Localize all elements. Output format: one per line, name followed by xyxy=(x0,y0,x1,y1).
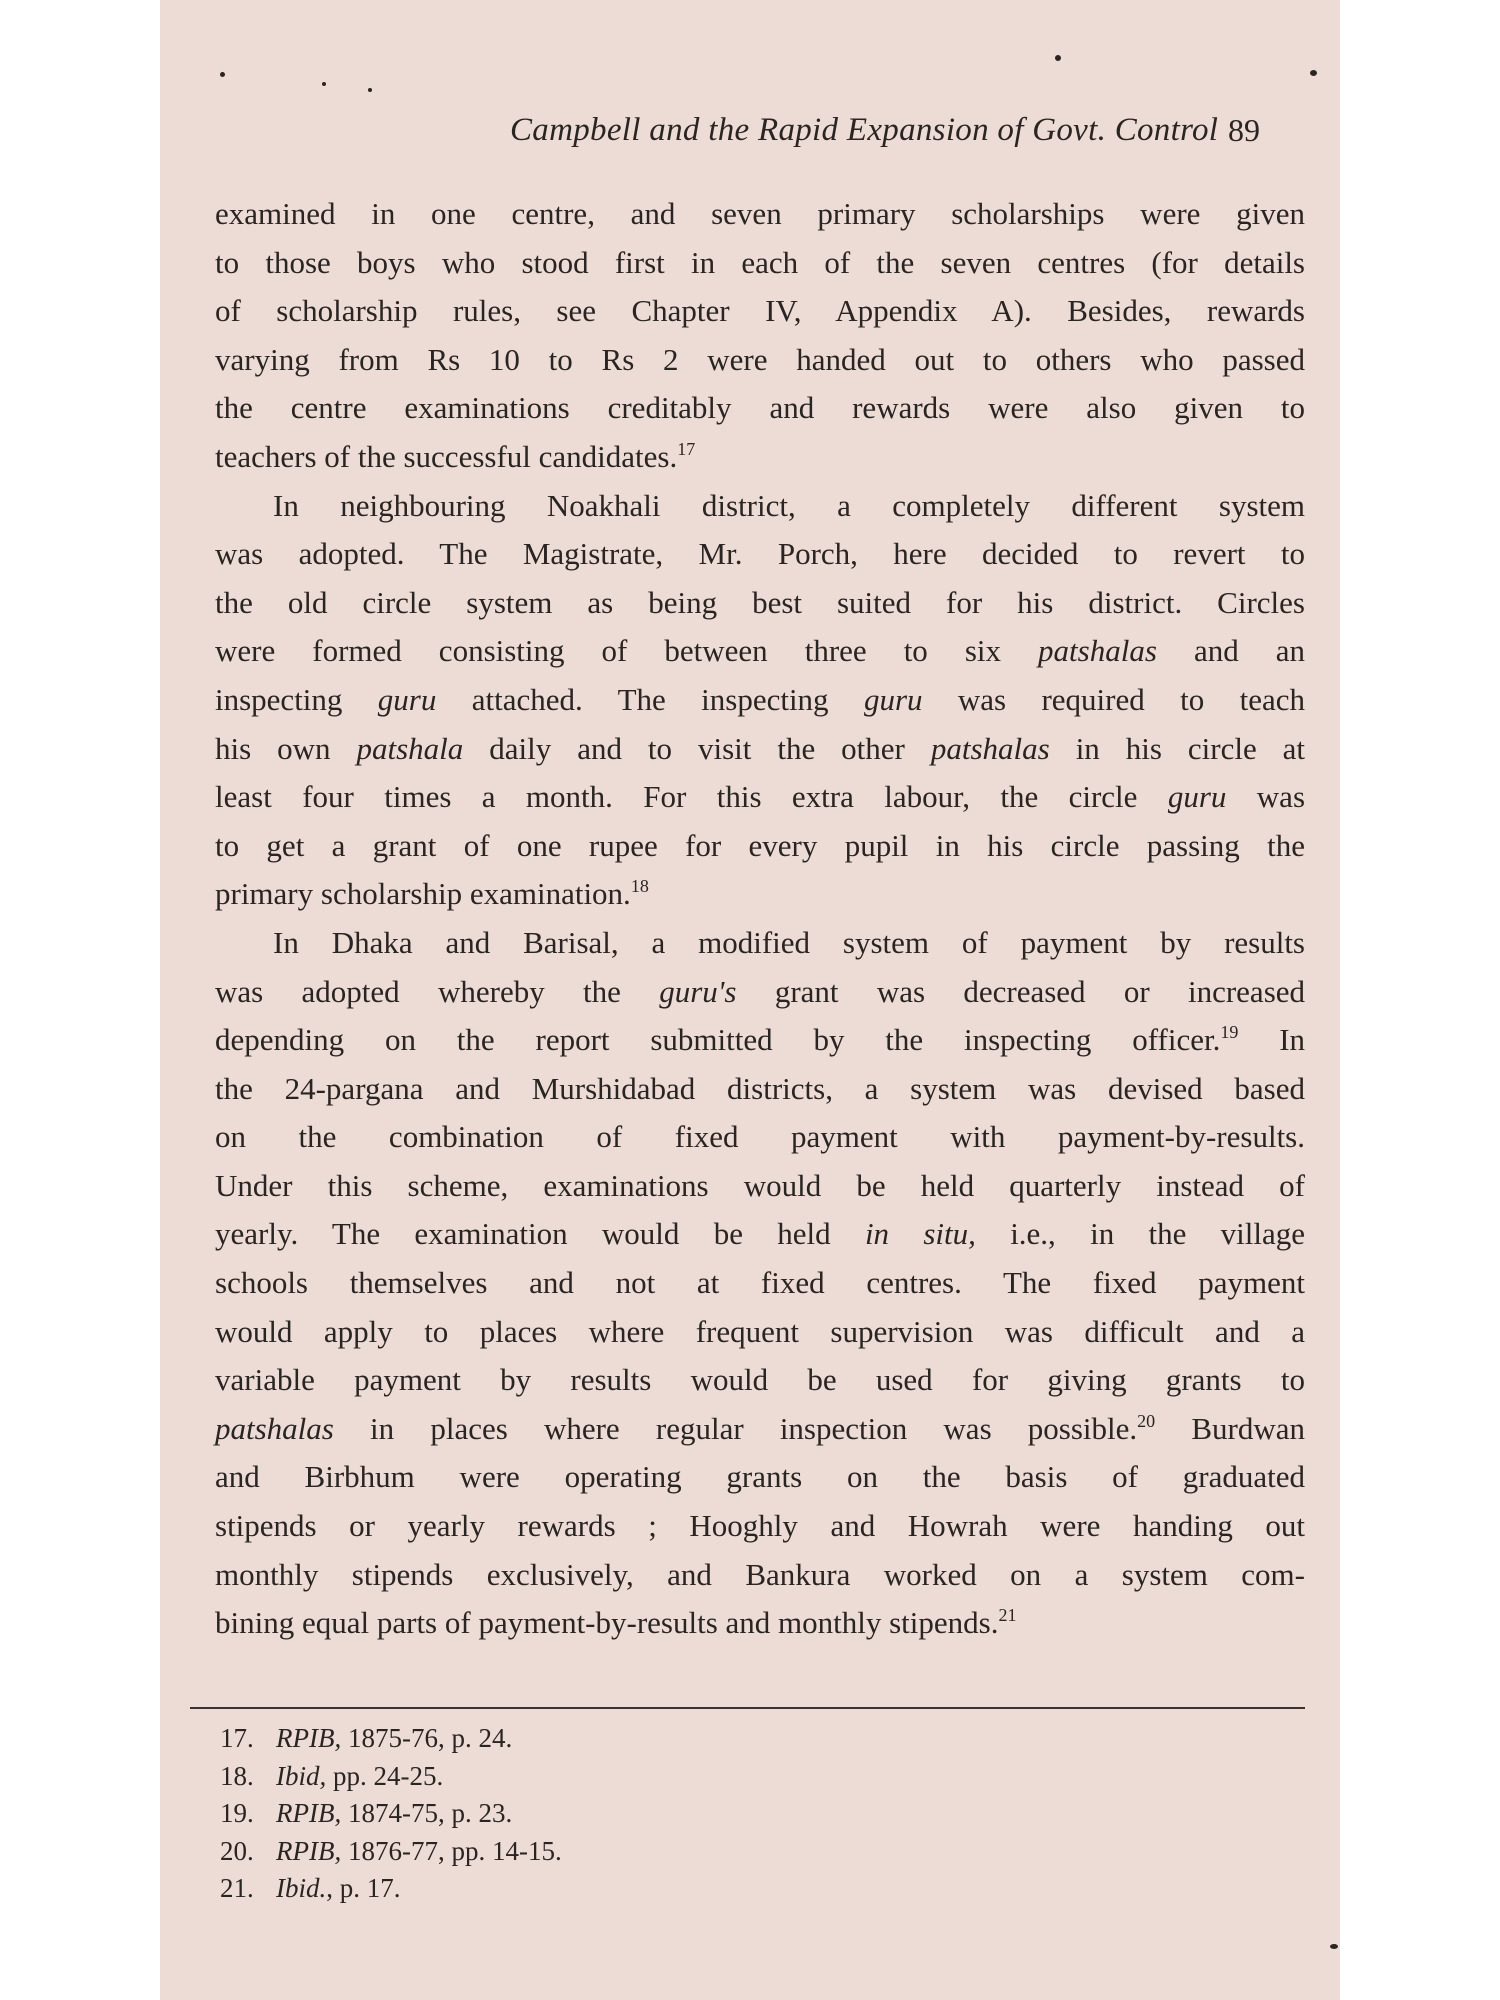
text-line xyxy=(215,1405,1305,1454)
footnote-ref: 18 xyxy=(630,876,649,897)
line-text: were formed consisting of between three to six xyxy=(215,633,1002,669)
line-text: grant was decreased or increased xyxy=(774,973,1306,1009)
line-text: depending on the report submitted by the inspecting officer. xyxy=(215,1022,1221,1058)
footnote-source: Ibid, xyxy=(276,1760,327,1791)
line-text: his own xyxy=(215,730,331,766)
text-line: In Dhaka and Barisal, a modified system of payment by results xyxy=(273,924,1305,960)
running-title: Campbell and the Rapid Expansion of Govt. Control xyxy=(510,112,1219,148)
page-number: 89 xyxy=(1228,112,1260,148)
footnote-detail: 1875-76, p. 24. xyxy=(347,1723,513,1753)
text-line xyxy=(215,773,1305,822)
footnote-ref: 21 xyxy=(998,1605,1017,1626)
line-text: Burdwan xyxy=(1191,1410,1306,1446)
paper-speck xyxy=(220,72,225,77)
text-line xyxy=(215,725,1305,774)
text-line: and Birbhum were operating grants on the basis of graduated xyxy=(215,1459,1305,1495)
footnote-number: 20. xyxy=(220,1835,254,1866)
line-text: in places where regular inspection was possible. xyxy=(370,1410,1138,1446)
footnote-ref: 20 xyxy=(1137,1410,1156,1431)
footnote-rule xyxy=(190,1707,1305,1709)
page-header xyxy=(350,112,1300,162)
italic-term: guru xyxy=(377,681,437,717)
line-text: least four times a month. For this extra labour, the circle xyxy=(215,779,1138,815)
text-line xyxy=(215,870,1305,919)
text-line: the centre examinations creditably and rewards were also given to xyxy=(215,390,1305,426)
line-text: primary scholarship examination. xyxy=(215,876,631,912)
footnote xyxy=(220,1795,920,1833)
footnotes xyxy=(220,1720,920,1908)
line-text: inspecting xyxy=(215,681,343,717)
paper-speck xyxy=(322,82,326,86)
footnote-number: 17. xyxy=(220,1723,254,1753)
paper-speck xyxy=(1055,55,1061,61)
paper-speck xyxy=(1310,70,1317,76)
text-line xyxy=(215,627,1305,676)
text-line: monthly stipends exclusively, and Bankura worked on a system com- xyxy=(215,1556,1305,1592)
line-text: was required to teach xyxy=(957,681,1305,717)
italic-term: guru xyxy=(1167,779,1227,815)
italic-term: patshalas xyxy=(1038,633,1157,669)
text-line: variable payment by results would be used for giving grants to xyxy=(215,1362,1305,1398)
text-line: the old circle system as being best suited for his district. Circles xyxy=(215,584,1305,620)
footnote-detail: 1876-77, pp. 14-15. xyxy=(347,1835,562,1866)
footnote xyxy=(220,1758,920,1796)
footnote xyxy=(220,1720,920,1758)
text-line: to those boys who stood first in each of the seven centres (for details xyxy=(215,244,1305,280)
text-line: would apply to places where frequent supervision was difficult and a xyxy=(215,1313,1305,1349)
footnote-detail: , p. 17. xyxy=(326,1873,401,1903)
italic-term: guru's xyxy=(659,973,737,1009)
line-text: was xyxy=(1256,779,1306,815)
footnote-number: 18. xyxy=(220,1760,254,1791)
line-text: i.e., in the village xyxy=(1010,1216,1306,1252)
italic-term: in situ, xyxy=(864,1216,976,1252)
text-line: on the combination of fixed payment with payment-by-results. xyxy=(215,1119,1305,1155)
footnote-source: RPIB, xyxy=(276,1723,342,1753)
line-text: yearly. The examination would be held xyxy=(215,1216,831,1252)
text-line: varying from Rs 10 to Rs 2 were handed out to others who passed xyxy=(215,341,1305,377)
footnote-source: RPIB, xyxy=(276,1798,342,1828)
footnote-number: 21. xyxy=(220,1873,254,1903)
footnote xyxy=(220,1833,920,1871)
italic-term: guru xyxy=(863,681,923,717)
line-text: daily and to visit the other xyxy=(489,730,905,766)
italic-term: patshalas xyxy=(930,730,1050,766)
line-text: attached. The inspecting xyxy=(471,681,829,717)
text-line xyxy=(215,968,1305,1017)
text-line: was adopted. The Magistrate, Mr. Porch, here decided to revert to xyxy=(215,536,1305,572)
paper-speck xyxy=(368,88,372,92)
book-page xyxy=(160,0,1340,2000)
text-line: In neighbouring Noakhali district, a completely different system xyxy=(273,487,1305,523)
text-line xyxy=(215,1016,1305,1065)
text-line: examined in one centre, and seven primary scholarships were given xyxy=(215,196,1305,231)
text-line: to get a grant of one rupee for every pupil in his circle passing the xyxy=(215,827,1305,863)
italic-term: patshalas xyxy=(215,1410,334,1446)
paper-speck xyxy=(1330,1944,1338,1949)
footnote-ref: 17 xyxy=(677,438,696,459)
footnote-detail: pp. 24-25. xyxy=(333,1760,444,1791)
line-text: teachers of the successful candidates. xyxy=(215,438,678,474)
text-line: schools themselves and not at fixed centres. The fixed payment xyxy=(215,1265,1305,1301)
line-text: bining equal parts of payment-by-results and monthly stipends. xyxy=(215,1605,999,1641)
footnote-number: 19. xyxy=(220,1798,254,1828)
footnote xyxy=(220,1870,920,1908)
text-line: stipends or yearly rewards ; Hooghly and Howrah were handing out xyxy=(215,1508,1305,1544)
line-text: was adopted whereby the xyxy=(215,973,621,1009)
line-text: In xyxy=(1279,1022,1306,1058)
text-line xyxy=(215,676,1305,725)
text-line: the 24-pargana and Murshidabad districts, a system was devised based xyxy=(215,1070,1305,1106)
text-line xyxy=(215,433,1305,482)
text-line: Under this scheme, examinations would be held quarterly instead of xyxy=(215,1167,1305,1203)
text-line xyxy=(215,1210,1305,1259)
text-line: of scholarship rules, see Chapter IV, Appendix A). Besides, rewards xyxy=(215,293,1305,329)
line-text: and an xyxy=(1193,633,1305,669)
line-text: in his circle at xyxy=(1075,730,1306,766)
text-line xyxy=(215,1599,1305,1648)
footnote-detail: 1874-75, p. 23. xyxy=(347,1798,513,1828)
footnote-source: RPIB, xyxy=(276,1835,342,1866)
footnote-ref: 19 xyxy=(1220,1022,1239,1043)
body-text xyxy=(215,190,1305,1648)
footnote-source: Ibid. xyxy=(276,1873,327,1903)
italic-term: patshala xyxy=(356,730,464,766)
